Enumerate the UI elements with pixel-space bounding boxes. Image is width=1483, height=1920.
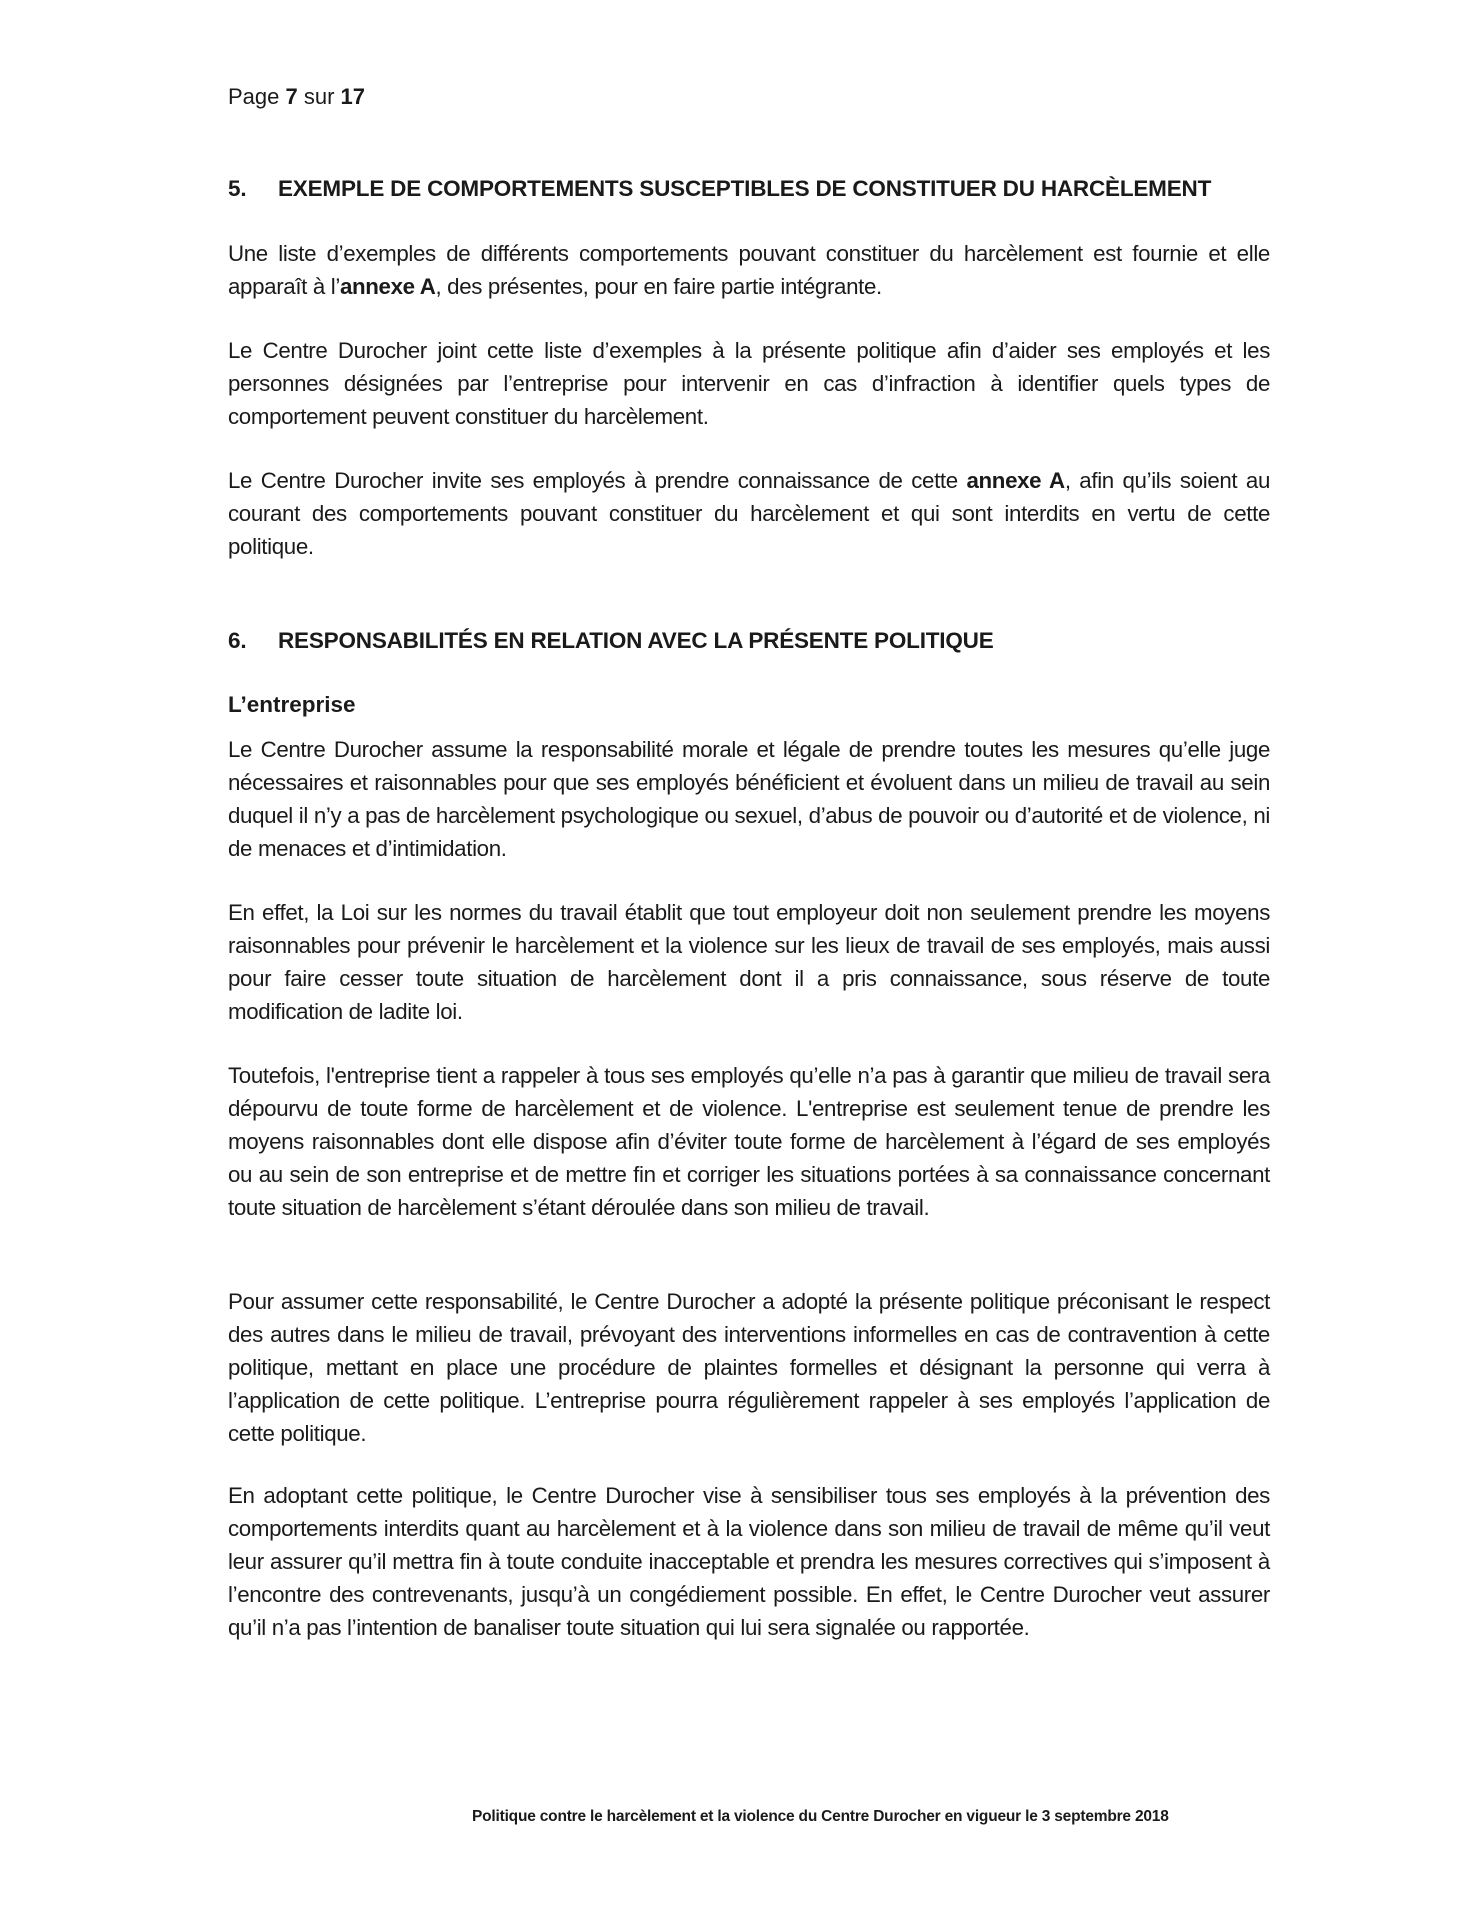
section-title: RESPONSABILITÉS EN RELATION AVEC LA PRÉSENTE POLITIQUE [278,628,994,653]
total-pages: 17 [340,84,366,109]
text: , des présentes, pour en faire partie intégrante. [435,274,882,299]
section-5-paragraph-1 [228,237,1270,303]
section-number: 6. [228,628,247,653]
page-number [228,84,365,110]
annexe-reference: annexe A [339,274,436,299]
section-6-paragraph: Pour assumer cette responsabilité, le Centre Durocher a adopté la présente politique préconisant le respect des autres dans le milieu de travail, prévoyant des interventions informelles en cas de contravention à cette politique, mettant en place une procédure de plaintes formelles et désignant la personne qui verra à l’application de cette politique. L’entreprise pourra régulièrement rappeler à ses employés l’application de cette politique. [228,1289,1270,1446]
text: , afin qu’ils soient au courant des comportements pouvant constituer du harcèlement et qui sont interdits en vertu de cette politique. [228,468,1271,559]
page-separator: sur [297,84,341,109]
text: Une liste d’exemples de différents comportements pouvant constituer du harcèlement est fournie et elle apparaît à l’ [228,241,1270,299]
section-title: EXEMPLE DE COMPORTEMENTS SUSCEPTIBLES DE CONSTITUER DU HARCÈLEMENT [278,176,1212,201]
footer: Politique contre le harcèlement et la violence du Centre Durocher en vigueur le 3 septembre 2018 [472,1808,1169,1825]
section-5-paragraph-2: Le Centre Durocher joint cette liste d’exemples à la présente politique afin d’aider ses employés et les personnes désignées par l’entreprise pour intervenir en cas d’infraction à identifier quels types de comportement peuvent constituer du harcèlement. [228,338,1270,429]
subheading-entreprise: L’entreprise [228,692,356,717]
section-6-paragraph: En effet, la Loi sur les normes du travail établit que tout employeur doit non seulement prendre les moyens raisonnables pour prévenir le harcèlement et la violence sur les lieux de travail de ses employés, mais aussi pour faire cesser toute situation de harcèlement dont il a pris connaissance, sous réserve de toute modification de ladite loi. [228,900,1270,1024]
annexe-reference: annexe A [966,468,1065,493]
section-5-paragraph-3 [228,464,1270,563]
section-5-heading [228,176,1211,202]
section-6-paragraph: En adoptant cette politique, le Centre Durocher vise à sensibiliser tous ses employés à la prévention des comportements interdits quant au harcèlement et à la violence dans son milieu de travail de même qu’il veut leur assurer qu’il mettra fin à toute conduite inacceptable et prendra les mesures correctives qui s’imposent à l’encontre des contrevenants, jusqu’à un congédiement possible. En effet, le Centre Durocher veut assurer qu’il n’a pas l’intention de banaliser toute situation qui lui sera signalée ou rapportée. [228,1483,1270,1640]
section-6-paragraph: Le Centre Durocher assume la responsabilité morale et légale de prendre toutes les mesures qu’elle juge nécessaires et raisonnables pour que ses employés bénéficient et évoluent dans un milieu de travail au sein duquel il n’y a pas de harcèlement psychologique ou sexuel, d’abus de pouvoir ou d’autorité et de violence, ni de menaces et d’intimidation. [228,737,1270,861]
page-label: Page [228,84,286,109]
section-6-heading [228,628,994,654]
section-6-paragraph: Toutefois, l'entreprise tient a rappeler à tous ses employés qu’elle n’a pas à garantir que milieu de travail sera dépourvu de toute forme de harcèlement et de violence. L'entreprise est seulement tenue de prendre les moyens raisonnables dont elle dispose afin d’éviter toute forme de harcèlement à l’égard de ses employés ou au sein de son entreprise et de mettre fin et corriger les situations portées à sa connaissance concernant toute situation de harcèlement s’étant déroulée dans son milieu de travail. [228,1063,1270,1220]
current-page: 7 [285,84,298,109]
section-number: 5. [228,176,247,201]
text: Le Centre Durocher invite ses employés à prendre connaissance de cette [228,468,967,493]
